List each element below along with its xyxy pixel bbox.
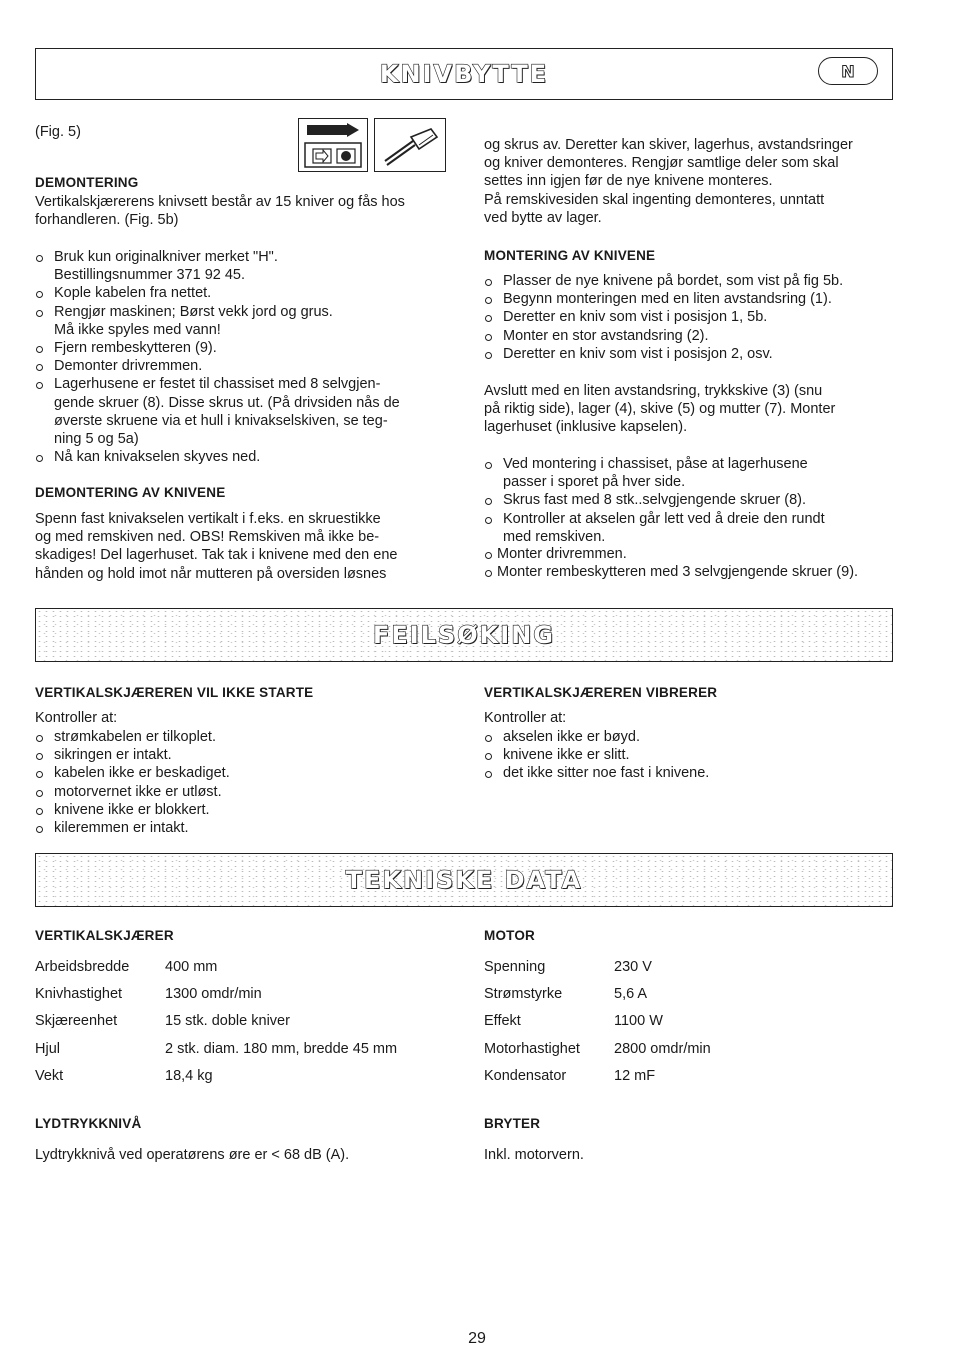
- list-item: Lagerhusene er festet til chassiset med 8 selvgjen- gende skruer (8). Disse skrus ut. (På drivsiden nås de øverste skruene via et hull i knivakselskiven, se teg- ning 5 og 5a): [35, 375, 455, 448]
- language-badge: N: [818, 57, 878, 85]
- lydtrykkniva-text: Lydtrykknivå ved operatørens øre er < 68 dB (A).: [35, 1147, 350, 1163]
- list-item: kabelen ikke er beskadiget.: [35, 764, 455, 782]
- heading-bryter: BRYTER: [484, 1116, 541, 1131]
- heading-demontering-kniver: DEMONTERING AV KNIVENE: [35, 485, 226, 500]
- starte-bullet-list: [35, 728, 455, 837]
- table-row: Hjul 2 stk. diam. 180 mm, bredde 45 mm: [35, 1040, 398, 1057]
- table-row: Knivhastighet 1300 omdr/min: [35, 986, 262, 1003]
- list-item: kileremmen er intakt.: [35, 819, 455, 837]
- table-row: Spenning 230 V: [484, 958, 652, 975]
- list-item: Kople kabelen fra nettet.: [35, 284, 455, 302]
- list-item: strømkabelen er tilkoplet.: [35, 728, 455, 746]
- list-item: Rengjør maskinen; Børst vekk jord og grus. Må ikke spyles med vann!: [35, 303, 455, 339]
- brush-icon: [375, 119, 445, 171]
- vibrerer-bullet-list: [484, 728, 904, 783]
- text-line: Vertikalskjærerens knivsett består av 15 kniver og fås hos: [35, 194, 405, 210]
- section-title-feilsoking: FEILSØKING: [372, 621, 555, 649]
- figure-brush-diagram: [374, 118, 446, 172]
- demontering-kniver-text: Spenn fast knivakselen vertikalt i f.eks. en skruestikke og med remskiven ned. OBS! Remskiven må ikke be- skadiges! Del lagerhuset. Tak tak i knivene med den ene hånden og hold imot når mutteren på oversiden løsnes: [35, 511, 398, 582]
- table-row: Kondensator 12 mF: [484, 1068, 656, 1085]
- list-item: Kontroller at akselen går lett ved å dreie den rundt med remskiven.: [484, 510, 904, 546]
- heading-demontering: DEMONTERING: [35, 175, 139, 190]
- list-item: knivene ikke er slitt.: [484, 746, 904, 764]
- list-item: motorvernet ikke er utløst.: [35, 783, 455, 801]
- section-title-tekniske-data: TEKNISKE DATA: [345, 866, 583, 894]
- list-item: Bruk kun originalkniver merket "H". Bestillingsnummer 371 92 45.: [35, 248, 455, 284]
- heading-montering: MONTERING AV KNIVENE: [484, 248, 656, 263]
- montering-paragraph: Avslutt med en liten avstandsring, trykkskive (3) (snu på riktig side), lager (4), skive (5) og mutter (7). Monter lagerhuset (inklusive kapselen).: [484, 383, 836, 436]
- figure-unplug-diagram: [298, 118, 368, 172]
- demontering-bullet-list: [35, 248, 455, 466]
- table-row: Strømstyrke 5,6 A: [484, 986, 648, 1003]
- list-item: det ikke sitter noe fast i knivene.: [484, 764, 904, 782]
- list-item: Ved montering i chassiset, påse at lagerhusene passer i sporet på hver side.: [484, 455, 904, 491]
- list-item: knivene ikke er blokkert.: [35, 801, 455, 819]
- table-row: Effekt 1100 W: [484, 1013, 663, 1030]
- list-item: Monter en stor avstandsring (2).: [484, 327, 904, 345]
- figure-reference: (Fig. 5): [35, 124, 81, 140]
- list-item: Nå kan knivakselen skyves ned.: [35, 448, 455, 466]
- heading-vertikalskjaerer: VERTIKALSKJÆRER: [35, 928, 174, 943]
- list-item: Skrus fast med 8 stk..selvgjengende skruer (8).: [484, 491, 904, 509]
- table-row: Skjæreenhet 15 stk. doble kniver: [35, 1013, 290, 1030]
- bryter-text: Inkl. motorvern.: [484, 1147, 584, 1163]
- section-banner-feilsoking: [35, 608, 893, 662]
- spec-table-vertikalskjaerer: [35, 953, 465, 1090]
- section-title-knivbytte: KNIVBYTTE: [379, 60, 549, 88]
- page-number: 29: [468, 1330, 486, 1347]
- list-item: Begynn monteringen med en liten avstandsring (1).: [484, 290, 904, 308]
- list-item: Deretter en kniv som vist i posisjon 1, 5b.: [484, 308, 904, 326]
- list-item: sikringen er intakt.: [35, 746, 455, 764]
- section-banner-knivbytte: [35, 48, 893, 100]
- list-item: akselen ikke er bøyd.: [484, 728, 904, 746]
- heading-motor: MOTOR: [484, 928, 535, 943]
- text-line: forhandleren. (Fig. 5b): [35, 212, 179, 229]
- list-item: Monter drivremmen.: [484, 545, 904, 563]
- table-row: Vekt 18,4 kg: [35, 1068, 213, 1085]
- unplug-icon: [299, 119, 367, 171]
- list-item: Monter rembeskytteren med 3 selvgjengende skruer (9).: [484, 563, 904, 581]
- spec-table-motor: [484, 953, 884, 1090]
- demontering-intro: [35, 193, 450, 229]
- heading-vil-ikke-starte: VERTIKALSKJÆREREN VIL IKKE STARTE: [35, 685, 314, 700]
- list-item: Deretter en kniv som vist i posisjon 2, osv.: [484, 345, 904, 363]
- section-banner-tekniske-data: [35, 853, 893, 907]
- heading-lydtrykkniva: LYDTRYKKNIVÅ: [35, 1116, 142, 1131]
- table-row: Arbeidsbredde 400 mm: [35, 958, 218, 975]
- montering-bullet-list-2: [484, 455, 904, 546]
- lead-kontroller: Kontroller at:: [484, 710, 567, 726]
- list-item: Fjern rembeskytteren (9).: [35, 339, 455, 357]
- montering-bullet-list-3: [484, 545, 904, 581]
- lead-kontroller: Kontroller at:: [35, 710, 118, 726]
- montering-bullet-list: [484, 272, 904, 363]
- table-row: Motorhastighet 2800 omdr/min: [484, 1040, 711, 1057]
- list-item: Demonter drivremmen.: [35, 357, 455, 375]
- list-item: Plasser de nye knivene på bordet, som vist på fig 5b.: [484, 272, 904, 290]
- heading-vibrerer: VERTIKALSKJÆREREN VIBRERER: [484, 685, 718, 700]
- right-intro: og skrus av. Deretter kan skiver, lagerhus, avstandsringer og kniver demonteres. Rengjør samtlige deler som skal settes inn igjen før de nye knivene monteres. På remskivesiden skal ingenting demonteres, unntatt ved bytte av lager.: [484, 137, 853, 226]
